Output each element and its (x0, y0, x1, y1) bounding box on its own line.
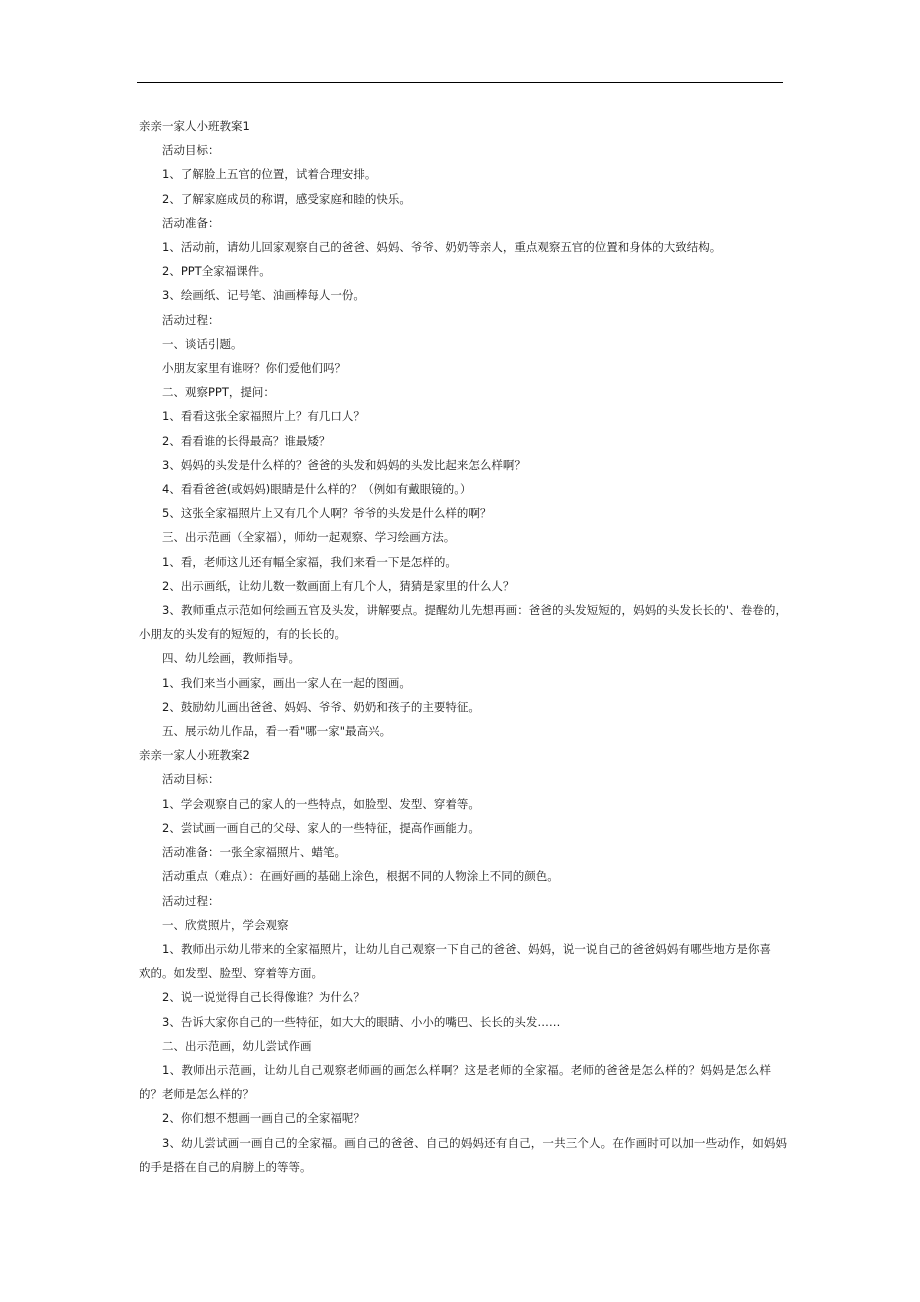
text-paragraph: 1、教师出示幼儿带来的全家福照片，让幼儿自己观察一下自己的爸爸、妈妈，说一说自己的爸爸妈妈有哪些地方是你喜欢的。如发型、脸型、穿着等方面。 (139, 941, 771, 981)
text-line: 3、绘画纸、记号笔、油画棒每人一份。 (162, 288, 365, 303)
text-line: 活动过程： (162, 312, 220, 327)
text-line: 一、欣赏照片，学会观察 (162, 917, 289, 932)
text-line: 活动准备：一张全家福照片、蜡笔。 (162, 845, 346, 860)
text-line: 活动目标： (162, 772, 220, 787)
text-line: 二、观察PPT，提问： (162, 385, 275, 400)
text-line: 一、谈话引题。 (162, 336, 243, 351)
section-title: 亲亲一家人小班教案1 (139, 119, 250, 133)
text-line: 3、告诉大家你自己的一些特征，如大大的眼睛、小小的嘴巴、长长的头发…… (162, 1014, 561, 1029)
text-line: 2、出示画纸，让幼儿数一数画面上有几个人，猜猜是家里的什么人？ (162, 578, 515, 593)
text-line: 小朋友家里有谁呀？你们爱他们吗？ (162, 361, 346, 376)
text-line: 活动重点（难点）：在画好画的基础上涂色，根据不同的人物涂上不同的颜色。 (162, 869, 559, 884)
text-line: 2、鼓励幼儿画出爸爸、妈妈、爷爷、奶奶和孩子的主要特征。 (162, 699, 480, 714)
text-line: 2、看看谁的长得最高？谁最矮？ (162, 433, 331, 448)
text-paragraph: 3、教师重点示范如何绘画五官及头发，讲解要点。提醒幼儿先想再画：爸爸的头发短短的，妈妈的头发长长的'、卷卷的，小朋友的头发有的短短的，有的长长的。 (139, 603, 787, 642)
text-line: 五、展示幼儿作品，看一看"哪一家"最高兴。 (162, 724, 392, 739)
text-line: 三、出示范画（全家福），师幼一起观察、学习绘画方法。 (162, 530, 456, 545)
document-body (139, 114, 787, 1179)
text-line: 二、出示范画，幼儿尝试作画 (162, 1038, 312, 1053)
text-line: 2、说一说觉得自己长得像谁？为什么？ (162, 990, 365, 1005)
text-line: 2、你们想不想画一画自己的全家福呢？ (162, 1111, 365, 1126)
text-line: 1、我们来当小画家，画出一家人在一起的图画。 (162, 675, 411, 690)
text-line: 1、学会观察自己的家人的一些特点，如脸型、发型、穿着等。 (162, 796, 480, 811)
text-line: 1、活动前，请幼儿回家观察自己的爸爸、妈妈、爷爷、奶奶等亲人，重点观察五官的位置和身体的大致结构。 (162, 240, 722, 255)
text-line: 1、了解脸上五官的位置，试着合理安排。 (162, 167, 377, 182)
text-line: 活动目标： (162, 143, 220, 158)
text-line: 活动过程： (162, 893, 220, 908)
text-line: 1、看，老师这儿还有幅全家福，我们来看一下是怎样的。 (162, 554, 457, 569)
text-line: 2、了解家庭成员的称谓，感受家庭和睦的快乐。 (162, 191, 411, 206)
text-paragraph: 1、教师出示范画，让幼儿自己观察老师画的画怎么样啊？这是老师的全家福。老师的爸爸是怎么样的？妈妈是怎么样的？老师是怎么样的？ (139, 1062, 771, 1102)
text-paragraph: 3、幼儿尝试画一画自己的全家福。画自己的爸爸、自己的妈妈还有自己，一共三个人。在作画时可以加一些动作，如妈妈的手是搭在自己的肩膀上的等等。 (139, 1135, 787, 1174)
text-line: 四、幼儿绘画，教师指导。 (162, 651, 300, 666)
text-line: 5、这张全家福照片上又有几个人啊？爷爷的头发是什么样的啊？ (162, 506, 492, 521)
text-line: 1、看看这张全家福照片上？有几口人？ (162, 409, 365, 424)
header-rule (137, 82, 783, 83)
text-line: 3、妈妈的头发是什么样的？爸爸的头发和妈妈的头发比起来怎么样啊？ (162, 457, 526, 472)
text-line: 2、尝试画一画自己的父母、家人的一些特征，提高作画能力。 (162, 820, 480, 835)
section-title: 亲亲一家人小班教案2 (139, 748, 250, 763)
text-line: 2、PPT全家福课件。 (162, 264, 271, 279)
text-line: 活动准备： (162, 215, 220, 230)
text-line: 4、看看爸爸(或妈妈)眼睛是什么样的？（例如有戴眼镜的。） (162, 482, 472, 497)
